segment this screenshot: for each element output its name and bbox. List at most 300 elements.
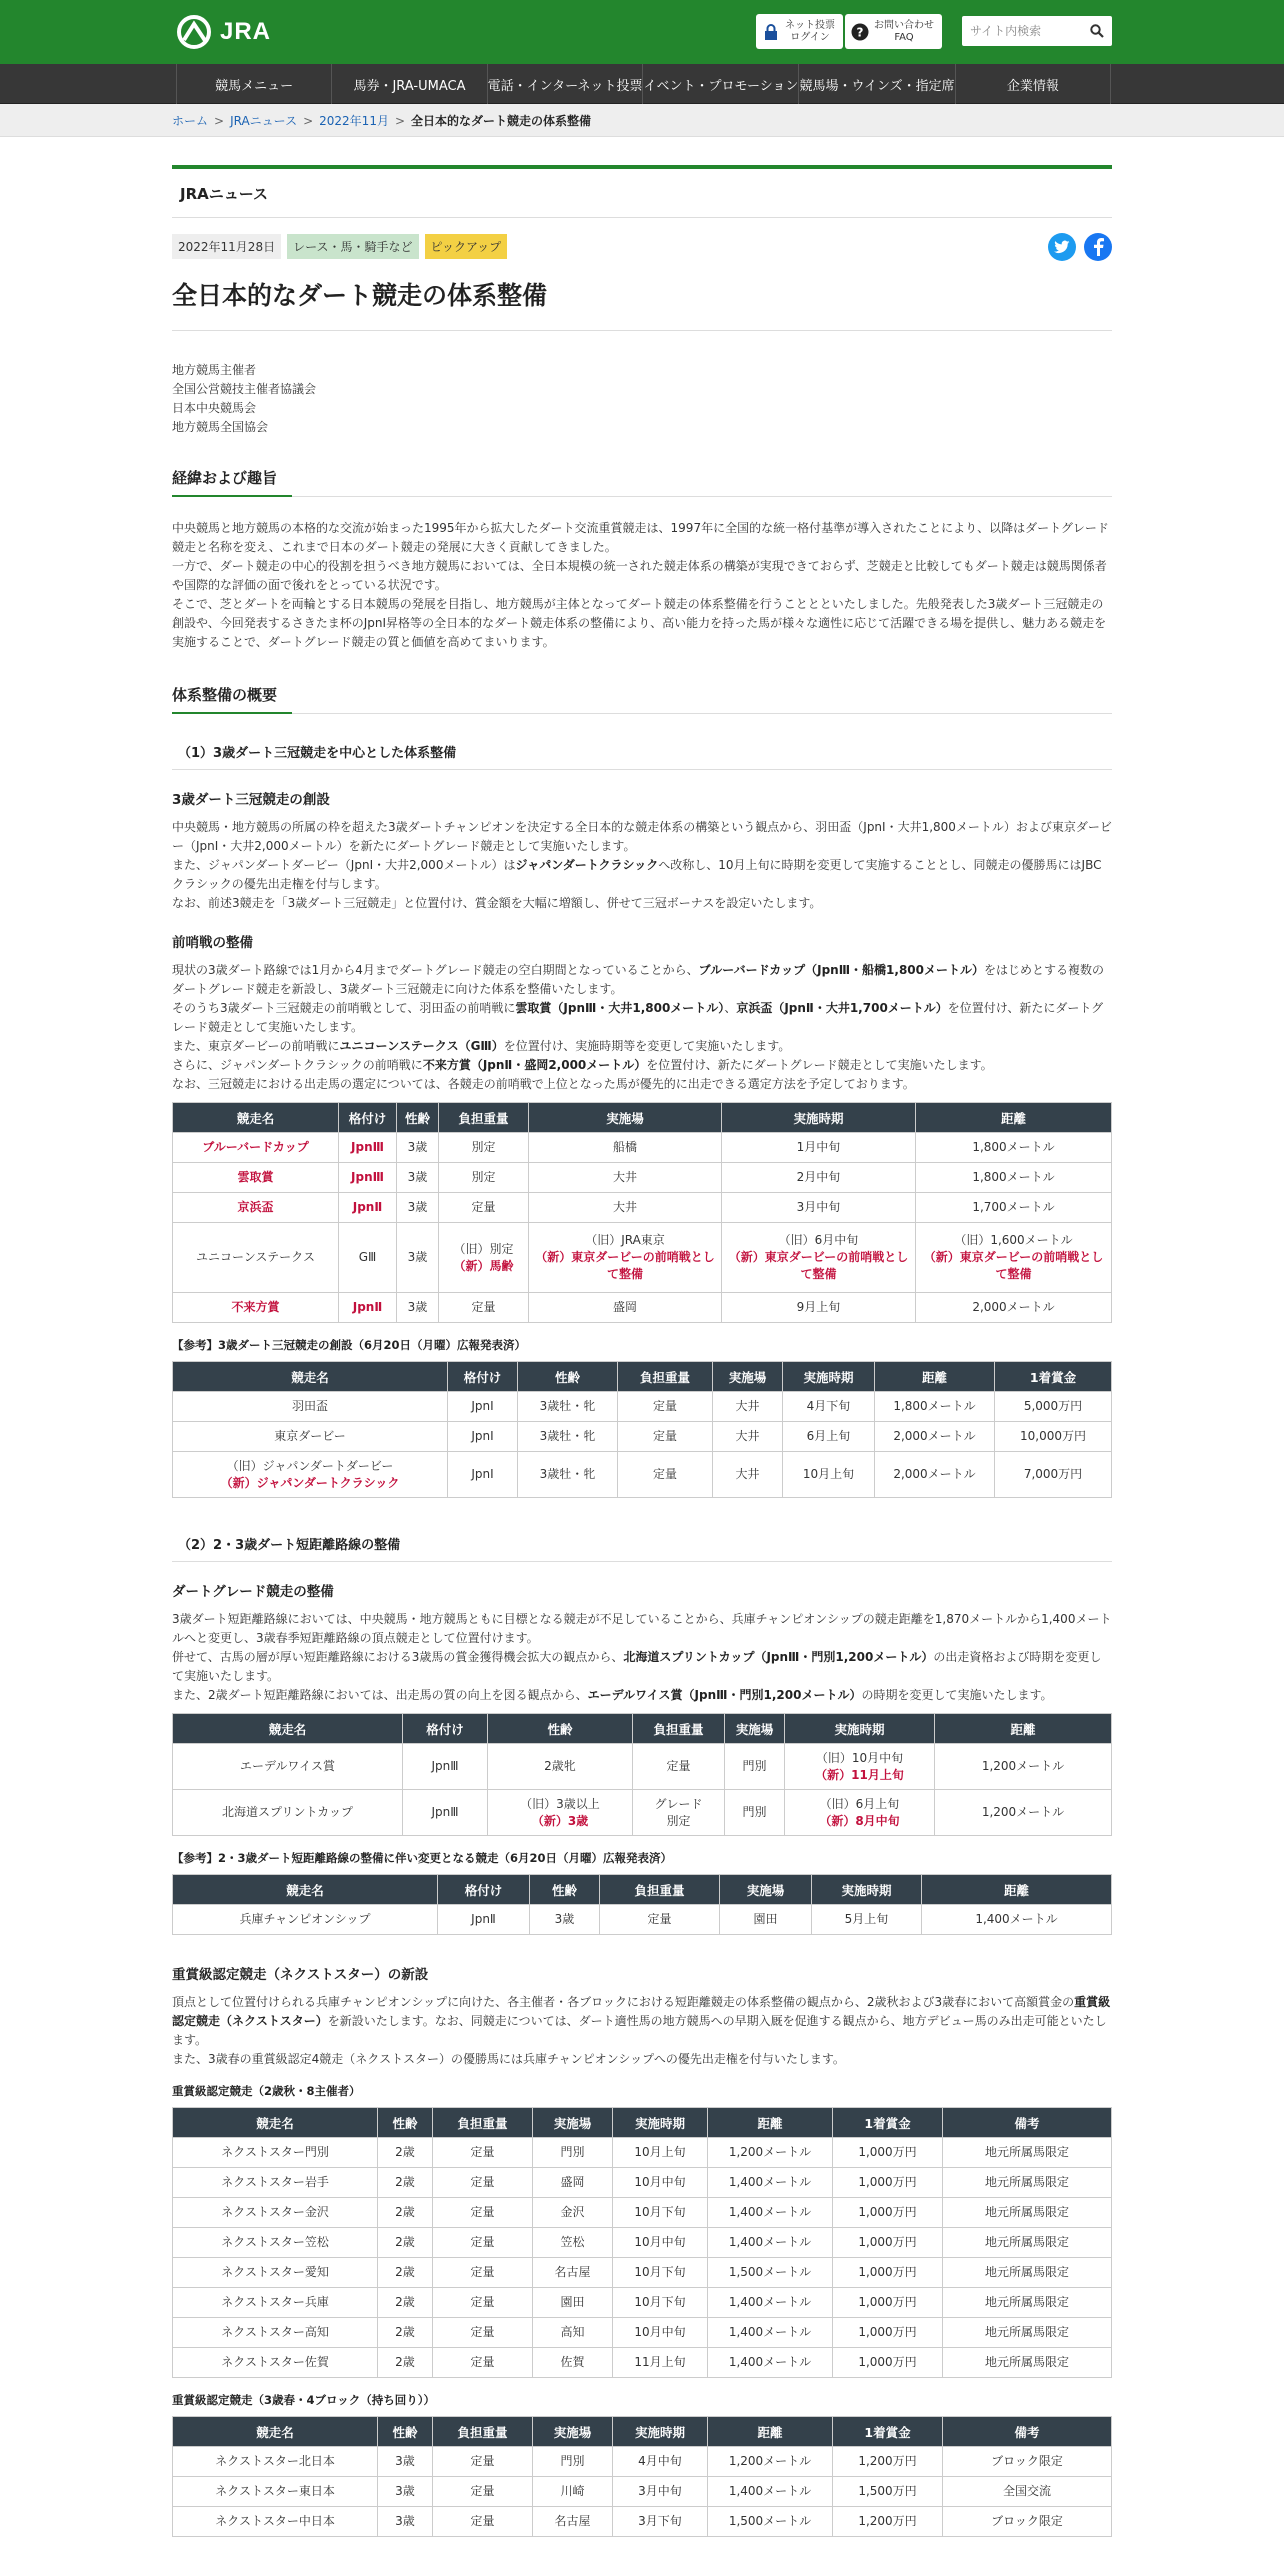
cell: 1,500メートル bbox=[708, 2507, 833, 2537]
table-row bbox=[173, 2318, 1112, 2348]
col-header: 競走名 bbox=[173, 2108, 378, 2138]
cell: 門別 bbox=[725, 1790, 785, 1836]
col-header: 性齢 bbox=[530, 1875, 600, 1905]
col-header: 実施場 bbox=[725, 1714, 785, 1744]
cell: 1,200万円 bbox=[833, 2447, 943, 2477]
table-row bbox=[173, 2447, 1112, 2477]
col-header: 格付け bbox=[448, 1362, 518, 1392]
table-row bbox=[173, 1193, 1112, 1223]
cell: 10月中旬 bbox=[613, 2228, 708, 2258]
nav-keiba-menu[interactable]: 競馬メニュー bbox=[176, 64, 331, 104]
text: をはじめとする複数のダートグレード競走を新設し、3歳ダート三冠競走に向けた体系を整備いたします。 bbox=[172, 963, 1105, 996]
organizer: 地方競馬主催者 bbox=[172, 363, 257, 377]
cell bbox=[439, 1223, 529, 1293]
table-caption: 重賞級認定競走（2歳秋・8主催者） bbox=[172, 2084, 361, 2098]
heading-sub-1: （1）3歳ダート三冠競走を中心とした体系整備 bbox=[172, 734, 1112, 770]
col-header: 競走名 bbox=[173, 1103, 339, 1133]
cell: ネクストスター佐賀 bbox=[173, 2348, 378, 2378]
cell: ネクストスター東日本 bbox=[173, 2477, 378, 2507]
cell: 3歳 bbox=[378, 2447, 433, 2477]
cell: 定量 bbox=[433, 2348, 533, 2378]
text-bold: ブルーバードカップ（JpnⅢ・船橋1,800メートル） bbox=[698, 963, 985, 977]
table-row bbox=[173, 2138, 1112, 2168]
triple-crown-table bbox=[172, 1361, 1112, 1498]
cell: 園田 bbox=[533, 2288, 613, 2318]
prep-races-table bbox=[172, 1102, 1112, 1323]
cell bbox=[785, 1790, 935, 1836]
breadcrumb-month[interactable]: 2022年11月 bbox=[319, 114, 389, 128]
intro-text bbox=[172, 519, 1112, 652]
pickup-tag[interactable]: ピックアップ bbox=[425, 234, 508, 259]
cell: 5月上旬 bbox=[812, 1905, 922, 1935]
facebook-share-icon[interactable] bbox=[1084, 233, 1112, 261]
text-bold: 不来方賞（JpnⅡ・盛岡2,000メートル） bbox=[422, 1058, 647, 1072]
cell: 定量 bbox=[433, 2198, 533, 2228]
cell: 1,000万円 bbox=[833, 2168, 943, 2198]
table-caption: 重賞級認定競走（3歳春・4ブロック（持ち回り）） bbox=[172, 2393, 436, 2407]
cell: 地元所属馬限定 bbox=[943, 2318, 1112, 2348]
col-header: 性齢 bbox=[488, 1714, 633, 1744]
text: なお、前述3競走を「3歳ダート三冠競走」と位置付け、賞金額を大幅に増額し、併せて三冠ボーナスを設定いたします。 bbox=[172, 896, 822, 910]
cell: JpnⅡ bbox=[438, 1905, 530, 1935]
cell: 1,000万円 bbox=[833, 2348, 943, 2378]
hyogo-table bbox=[172, 1874, 1112, 1935]
cell: 定量 bbox=[433, 2318, 533, 2348]
cell: JpnⅢ bbox=[339, 1163, 397, 1193]
col-header: 実施場 bbox=[533, 2417, 613, 2447]
table-row bbox=[173, 2477, 1112, 2507]
intro-para: 一方で、ダート競走の中心的役割を担うべき地方競馬においては、全日本規模の統一された競走体系の構築が実現できておらず、芝競走と比較してもダート競走は競馬関係者や国際的な評価の面で後れをとっている状況です。 bbox=[172, 559, 1107, 592]
cell: 1,400メートル bbox=[708, 2318, 833, 2348]
nav-events[interactable]: イベント・プロモーション bbox=[642, 64, 798, 104]
cell: ブルーバードカップ bbox=[173, 1133, 339, 1163]
cell: 11月上旬 bbox=[613, 2348, 708, 2378]
text: 併せて、古馬の層が厚い短距離路線における3歳馬の賞金獲得機会拡大の観点から、 bbox=[172, 1650, 624, 1664]
cell: 1,200メートル bbox=[708, 2447, 833, 2477]
cell: 笠松 bbox=[533, 2228, 613, 2258]
text: を位置付け、新たにダートグレード競走として実施いたします。 bbox=[646, 1058, 993, 1072]
net-vote-login-button[interactable] bbox=[756, 14, 843, 49]
cell: 3歳 bbox=[397, 1193, 439, 1223]
cell: 1,400メートル bbox=[922, 1905, 1112, 1935]
text: を位置付け、実施時期等を変更して実施いたします。 bbox=[503, 1039, 791, 1053]
table-caption: 【参考】2・3歳ダート短距離路線の整備に伴い変更となる競走（6月20日（月曜）広報発表済） bbox=[172, 1851, 673, 1865]
col-header: 実施時期 bbox=[722, 1103, 916, 1133]
table-row bbox=[173, 1133, 1112, 1163]
contact-label-2: FAQ bbox=[894, 31, 914, 43]
cell: 定量 bbox=[433, 2447, 533, 2477]
cell: 10月中旬 bbox=[613, 2168, 708, 2198]
col-header: 負担重量 bbox=[433, 2108, 533, 2138]
cell: 地元所属馬限定 bbox=[943, 2348, 1112, 2378]
cell: 名古屋 bbox=[533, 2258, 613, 2288]
cell: 盛岡 bbox=[529, 1293, 722, 1323]
cell: 地元所属馬限定 bbox=[943, 2288, 1112, 2318]
col-header: 競走名 bbox=[173, 1875, 438, 1905]
cell: 1,400メートル bbox=[708, 2228, 833, 2258]
cell: 1,800メートル bbox=[916, 1163, 1112, 1193]
col-header: 1着賞金 bbox=[995, 1362, 1112, 1392]
next-star-text bbox=[172, 1993, 1112, 2069]
new-value: （新）3歳 bbox=[531, 1813, 589, 1828]
cell: ユニコーンステークス bbox=[173, 1223, 339, 1293]
cell: 定量 bbox=[433, 2288, 533, 2318]
breadcrumb-separator: > bbox=[303, 113, 314, 128]
cell: 定量 bbox=[633, 1744, 725, 1790]
prep-races-text bbox=[172, 961, 1112, 1094]
col-header: 実施場 bbox=[529, 1103, 722, 1133]
cell: 10,000万円 bbox=[995, 1422, 1112, 1452]
cell: 北海道スプリントカップ bbox=[173, 1790, 403, 1836]
cell: JpnⅢ bbox=[403, 1744, 488, 1790]
jra-logo[interactable] bbox=[176, 14, 271, 50]
old-value: （旧）ジャパンダートダービー bbox=[226, 1458, 394, 1473]
cell: JpnⅡ bbox=[339, 1193, 397, 1223]
cell: ネクストスター愛知 bbox=[173, 2258, 378, 2288]
cell: 1,400メートル bbox=[708, 2198, 833, 2228]
cell: 定量 bbox=[439, 1293, 529, 1323]
old-value: （旧）3歳以上 bbox=[520, 1796, 600, 1811]
table-row bbox=[173, 2258, 1112, 2288]
col-header: 性齢 bbox=[397, 1103, 439, 1133]
old-value: （旧）10月中旬 bbox=[815, 1750, 904, 1765]
contact-label-1: お問い合わせ bbox=[874, 19, 934, 31]
table-row bbox=[173, 1790, 1112, 1836]
cell: GⅢ bbox=[339, 1223, 397, 1293]
col-header: 格付け bbox=[403, 1714, 488, 1744]
cell: 門別 bbox=[725, 1744, 785, 1790]
cell: 定量 bbox=[433, 2258, 533, 2288]
cell: JpnⅢ bbox=[403, 1790, 488, 1836]
cell: 地元所属馬限定 bbox=[943, 2168, 1112, 2198]
new-value: （新）東京ダービーの前哨戦として整備 bbox=[728, 1250, 909, 1281]
table-row bbox=[173, 2507, 1112, 2537]
col-header: 1着賞金 bbox=[833, 2417, 943, 2447]
article bbox=[172, 165, 1112, 2537]
text-bold: ジャパンダートクラシック bbox=[515, 858, 659, 872]
text: を位置付け、新たにダートグレード競走として実施いたします。 bbox=[172, 1001, 1104, 1034]
cell: 羽田盃 bbox=[173, 1392, 448, 1422]
cell: 3歳牡・牝 bbox=[518, 1392, 618, 1422]
cell: 4月下旬 bbox=[783, 1392, 875, 1422]
text: 中央競馬・地方競馬の所属の枠を超えた3歳ダートチャンピオンを決定する全日本的な競走体系の構築という観点から、羽田盃（JpnⅠ・大井1,800メートル）および東京ダービー（JpnⅠ・大井2,000メートル）を新たにダートグレード競走として実施いたします。 bbox=[172, 820, 1112, 853]
heading-dirt-graded: ダートグレード競走の整備 bbox=[172, 1584, 334, 1600]
value: 別定 bbox=[666, 1813, 691, 1828]
text: 、 bbox=[724, 1001, 737, 1015]
col-header: 備考 bbox=[943, 2417, 1112, 2447]
cell: ブロック限定 bbox=[943, 2447, 1112, 2477]
cell: 3歳 bbox=[397, 1293, 439, 1323]
search-icon[interactable] bbox=[1082, 16, 1112, 46]
cell: ネクストスター高知 bbox=[173, 2318, 378, 2348]
cell: 1,200メートル bbox=[935, 1744, 1112, 1790]
cell: 定量 bbox=[618, 1452, 713, 1498]
cell: 9月上旬 bbox=[722, 1293, 916, 1323]
table-row bbox=[173, 1744, 1112, 1790]
intro-para: 中央競馬と地方競馬の本格的な交流が始まった1995年から拡大したダート交流重賞競走は、1997年に全国的な統一格付基準が導入されたことにより、以降はダートグレード競走と名称を変え、これまで日本のダート競走の発展に大きく貢献してきました。 bbox=[172, 521, 1109, 554]
cell: 定量 bbox=[618, 1392, 713, 1422]
cell: 1,800メートル bbox=[875, 1392, 995, 1422]
col-header: 格付け bbox=[438, 1875, 530, 1905]
cell: 定量 bbox=[439, 1193, 529, 1223]
cell: JpnⅠ bbox=[448, 1422, 518, 1452]
cell: ネクストスター兵庫 bbox=[173, 2288, 378, 2318]
cell: 3月中旬 bbox=[613, 2477, 708, 2507]
col-header: 実施時期 bbox=[812, 1875, 922, 1905]
old-value: （旧）JRA東京 bbox=[585, 1233, 665, 1247]
breadcrumb-separator: > bbox=[394, 113, 406, 128]
cell: 金沢 bbox=[533, 2198, 613, 2228]
cell bbox=[529, 1223, 722, 1293]
cell: 不来方賞 bbox=[173, 1293, 339, 1323]
twitter-share-icon[interactable] bbox=[1048, 233, 1076, 261]
cell: 大井 bbox=[529, 1163, 722, 1193]
cell: 3歳 bbox=[397, 1163, 439, 1193]
cell: 10月下旬 bbox=[613, 2288, 708, 2318]
text: また、東京ダービーの前哨戦に bbox=[172, 1039, 340, 1053]
cell: 大井 bbox=[713, 1392, 783, 1422]
cell: JpnⅠ bbox=[448, 1452, 518, 1498]
cell: 1,000万円 bbox=[833, 2198, 943, 2228]
table-row bbox=[173, 1422, 1112, 1452]
cell: 東京ダービー bbox=[173, 1422, 448, 1452]
cell: 2月中旬 bbox=[722, 1163, 916, 1193]
cell: 2歳 bbox=[378, 2198, 433, 2228]
cell: 船橋 bbox=[529, 1133, 722, 1163]
new-value: （新）11月上旬 bbox=[815, 1767, 904, 1782]
triple-crown-text bbox=[172, 818, 1112, 913]
table-row bbox=[173, 2228, 1112, 2258]
text-bold: 重賞級認定競走（ネクストスター） bbox=[172, 1995, 1111, 2028]
cell: ネクストスター北日本 bbox=[173, 2447, 378, 2477]
cell: 定量 bbox=[433, 2477, 533, 2507]
text: 3歳ダート短距離路線においては、中央競馬・地方競馬ともに目標となる競走が不足していることから、兵庫チャンピオンシップの競走距離を1,870メートルから1,400メートルへと変更し、3歳春季短距離路線の頂点競走として位置付けます。 bbox=[172, 1612, 1112, 1645]
cell: 3歳 bbox=[378, 2477, 433, 2507]
cell: 全国交流 bbox=[943, 2477, 1112, 2507]
cell: 2,000メートル bbox=[875, 1452, 995, 1498]
cell: 門別 bbox=[533, 2138, 613, 2168]
cell: 地元所属馬限定 bbox=[943, 2258, 1112, 2288]
cell: 別定 bbox=[439, 1163, 529, 1193]
article-date: 2022年11月28日 bbox=[172, 234, 281, 259]
cell: 7,000万円 bbox=[995, 1452, 1112, 1498]
col-header: 備考 bbox=[943, 2108, 1112, 2138]
cell: ネクストスター中日本 bbox=[173, 2507, 378, 2537]
cell: 定量 bbox=[600, 1905, 720, 1935]
cell: 川崎 bbox=[533, 2477, 613, 2507]
next-star-3yo-table bbox=[172, 2416, 1112, 2537]
nav-racecourse[interactable]: 競馬場・ウインズ・指定席 bbox=[798, 64, 954, 104]
cell: 3歳牡・牝 bbox=[518, 1452, 618, 1498]
new-value: （新）東京ダービーの前哨戦として整備 bbox=[535, 1250, 715, 1281]
old-value: （旧）1,600メートル bbox=[954, 1233, 1073, 1247]
cell: 高知 bbox=[533, 2318, 613, 2348]
cell: 1,500メートル bbox=[708, 2258, 833, 2288]
breadcrumb-news[interactable]: JRAニュース bbox=[230, 114, 298, 128]
col-header: 格付け bbox=[339, 1103, 397, 1133]
new-value: （新）馬齢 bbox=[453, 1258, 514, 1273]
text-bold: ユニコーンステークス（GⅢ） bbox=[339, 1039, 504, 1053]
new-value: （新）ジャパンダートクラシック bbox=[220, 1475, 400, 1490]
cell bbox=[633, 1790, 725, 1836]
cell: 1,000万円 bbox=[833, 2318, 943, 2348]
cell bbox=[722, 1223, 916, 1293]
lock-icon bbox=[761, 22, 781, 42]
cell: 地元所属馬限定 bbox=[943, 2198, 1112, 2228]
cell: ネクストスター金沢 bbox=[173, 2198, 378, 2228]
breadcrumb-separator: > bbox=[214, 113, 225, 128]
cell: 定量 bbox=[433, 2507, 533, 2537]
new-value: （新）東京ダービーの前哨戦として整備 bbox=[923, 1250, 1104, 1281]
cell: 10月中旬 bbox=[613, 2318, 708, 2348]
cell: 1,500万円 bbox=[833, 2477, 943, 2507]
cell: 4月中旬 bbox=[613, 2447, 708, 2477]
cell: 2,000メートル bbox=[916, 1293, 1112, 1323]
search-input[interactable] bbox=[962, 17, 1082, 45]
col-header: 負担重量 bbox=[433, 2417, 533, 2447]
svg-text:?: ? bbox=[856, 25, 864, 39]
breadcrumb-home[interactable]: ホーム bbox=[172, 114, 209, 128]
col-header: 距離 bbox=[922, 1875, 1112, 1905]
table-row bbox=[173, 1223, 1112, 1293]
cell bbox=[488, 1790, 633, 1836]
cell: エーデルワイス賞 bbox=[173, 1744, 403, 1790]
question-icon bbox=[850, 22, 870, 42]
text: を新設いたします。なお、同競走については、ダート適性馬の地方競馬への早期入厩を促進する観点から、地方デビュー馬のみ出走可能といたします。 bbox=[172, 2014, 1107, 2047]
cell: 2歳 bbox=[378, 2258, 433, 2288]
cell: 5,000万円 bbox=[995, 1392, 1112, 1422]
organizer: 日本中央競馬会 bbox=[172, 401, 257, 415]
table-row bbox=[173, 1392, 1112, 1422]
col-header: 実施時期 bbox=[613, 2108, 708, 2138]
col-header: 実施時期 bbox=[785, 1714, 935, 1744]
cell: 1,000万円 bbox=[833, 2258, 943, 2288]
cell: 盛岡 bbox=[533, 2168, 613, 2198]
table-row bbox=[173, 1452, 1112, 1498]
organizer: 地方競馬全国協会 bbox=[172, 420, 269, 434]
cell: ネクストスター岩手 bbox=[173, 2168, 378, 2198]
table-row bbox=[173, 2198, 1112, 2228]
global-nav bbox=[0, 64, 1284, 104]
cell: 2,000メートル bbox=[875, 1422, 995, 1452]
section-label: JRAニュース bbox=[172, 165, 1112, 218]
net-vote-label-2: ログイン bbox=[790, 31, 830, 43]
cell: 2歳 bbox=[378, 2228, 433, 2258]
cell: 1,400メートル bbox=[708, 2477, 833, 2507]
col-header: 距離 bbox=[916, 1103, 1112, 1133]
col-header: 実施時期 bbox=[783, 1362, 875, 1392]
heading-overview: 体系整備の概要 bbox=[172, 684, 1112, 714]
cell: 3月下旬 bbox=[613, 2507, 708, 2537]
col-header: 距離 bbox=[708, 2108, 833, 2138]
col-header: 性齢 bbox=[378, 2417, 433, 2447]
breadcrumb-current: 全日本的なダート競走の体系整備 bbox=[411, 114, 592, 128]
cell: 京浜盃 bbox=[173, 1193, 339, 1223]
text: また、ジャパンダートダービー（JpnⅠ・大井2,000メートル）は bbox=[172, 858, 516, 872]
cell bbox=[916, 1223, 1112, 1293]
table-row bbox=[173, 1293, 1112, 1323]
nav-baken-umaca[interactable]: 馬券・JRA-UMACA bbox=[331, 64, 486, 104]
cell: 地元所属馬限定 bbox=[943, 2228, 1112, 2258]
page-title: 全日本的なダート競走の体系整備 bbox=[172, 276, 1112, 331]
cell: 1,000万円 bbox=[833, 2138, 943, 2168]
cell: 門別 bbox=[533, 2447, 613, 2477]
text: なお、三冠競走における出走馬の選定については、各競走の前哨戦で上位となった馬が優先的に出走できる選定方法を予定しております。 bbox=[172, 1077, 915, 1091]
col-header: 1着賞金 bbox=[833, 2108, 943, 2138]
table-row bbox=[173, 1905, 1112, 1935]
text: へ改称し、10月上旬に時期を変更して実施することとし、同競走の優勝馬にはJBCクラシックの優先出走権を付与します。 bbox=[172, 858, 1102, 891]
cell: 1,000万円 bbox=[833, 2228, 943, 2258]
col-header: 距離 bbox=[935, 1714, 1112, 1744]
cell: 3歳 bbox=[530, 1905, 600, 1935]
old-value: （旧）6月中旬 bbox=[778, 1233, 859, 1247]
text: また、2歳ダート短距離路線においては、出走馬の質の向上を図る観点から、 bbox=[172, 1688, 588, 1702]
text: の時期を変更して実施いたします。 bbox=[861, 1688, 1053, 1702]
cell: 10月上旬 bbox=[783, 1452, 875, 1498]
cell: 大井 bbox=[529, 1193, 722, 1223]
cell: 2歳 bbox=[378, 2348, 433, 2378]
nav-vote[interactable]: 電話・インターネット投票 bbox=[487, 64, 643, 104]
sprint-text bbox=[172, 1610, 1112, 1705]
cell: 定量 bbox=[618, 1422, 713, 1452]
text-bold: エーデルワイス賞（JpnⅢ・門別1,200メートル） bbox=[587, 1688, 862, 1702]
table-caption: 【参考】3歳ダート三冠競走の創設（6月20日（月曜）広報発表済） bbox=[172, 1338, 527, 1352]
breadcrumb bbox=[0, 104, 1284, 137]
text: 現状の3歳ダート路線では1月から4月までダートグレード競走の空白期間となっていることから、 bbox=[172, 963, 699, 977]
text-bold: 京浜盃（JpnⅡ・大井1,700メートル） bbox=[736, 1001, 948, 1015]
col-header: 性齢 bbox=[378, 2108, 433, 2138]
cell: 1,800メートル bbox=[916, 1133, 1112, 1163]
col-header: 性齢 bbox=[518, 1362, 618, 1392]
cell: 兵庫チャンピオンシップ bbox=[173, 1905, 438, 1935]
category-tag[interactable]: レース・馬・騎手など bbox=[287, 234, 418, 259]
cell bbox=[173, 1452, 448, 1498]
cell: 10月下旬 bbox=[613, 2198, 708, 2228]
heading-triple-crown: 3歳ダート三冠競走の創設 bbox=[172, 792, 330, 808]
cell: 6月上旬 bbox=[783, 1422, 875, 1452]
table-row bbox=[173, 1163, 1112, 1193]
text: また、3歳春の重賞級認定4競走（ネクストスター）の優勝馬には兵庫チャンピオンシップへの優先出走権を付与いたします。 bbox=[172, 2052, 845, 2066]
col-header: 実施場 bbox=[713, 1362, 783, 1392]
col-header: 競走名 bbox=[173, 1714, 403, 1744]
jra-logo-icon bbox=[176, 14, 214, 50]
cell bbox=[785, 1744, 935, 1790]
text: さらに、ジャパンダートクラシックの前哨戦に bbox=[172, 1058, 423, 1072]
contact-faq-button[interactable] bbox=[845, 14, 942, 49]
sprint-table bbox=[172, 1713, 1112, 1836]
cell: JpnⅢ bbox=[339, 1133, 397, 1163]
table-row bbox=[173, 2348, 1112, 2378]
article-meta bbox=[172, 234, 1112, 258]
nav-corporate[interactable]: 企業情報 bbox=[955, 64, 1111, 104]
col-header: 実施場 bbox=[720, 1875, 812, 1905]
text: そのうち3歳ダート三冠競走の前哨戦として、羽田盃の前哨戦に bbox=[172, 1001, 516, 1015]
cell: 1,000万円 bbox=[833, 2288, 943, 2318]
cell: 名古屋 bbox=[533, 2507, 613, 2537]
logo-text: JRA bbox=[220, 18, 272, 45]
text: 頂点として位置付けられる兵庫チャンピオンシップに向けた、各主催者・各ブロックにおける短距離競走の体系整備の観点から、2歳秋および3歳春において高額賞金の bbox=[172, 1995, 1075, 2009]
cell: ネクストスター門別 bbox=[173, 2138, 378, 2168]
cell: 別定 bbox=[439, 1133, 529, 1163]
col-header: 距離 bbox=[875, 1362, 995, 1392]
col-header: 負担重量 bbox=[439, 1103, 529, 1133]
cell: 1,400メートル bbox=[708, 2168, 833, 2198]
heading-background: 経緯および趣旨 bbox=[172, 467, 1112, 497]
col-header: 実施場 bbox=[533, 2108, 613, 2138]
next-star-2yo-table bbox=[172, 2107, 1112, 2378]
cell: JpnⅠ bbox=[448, 1392, 518, 1422]
cell: 3歳 bbox=[378, 2507, 433, 2537]
